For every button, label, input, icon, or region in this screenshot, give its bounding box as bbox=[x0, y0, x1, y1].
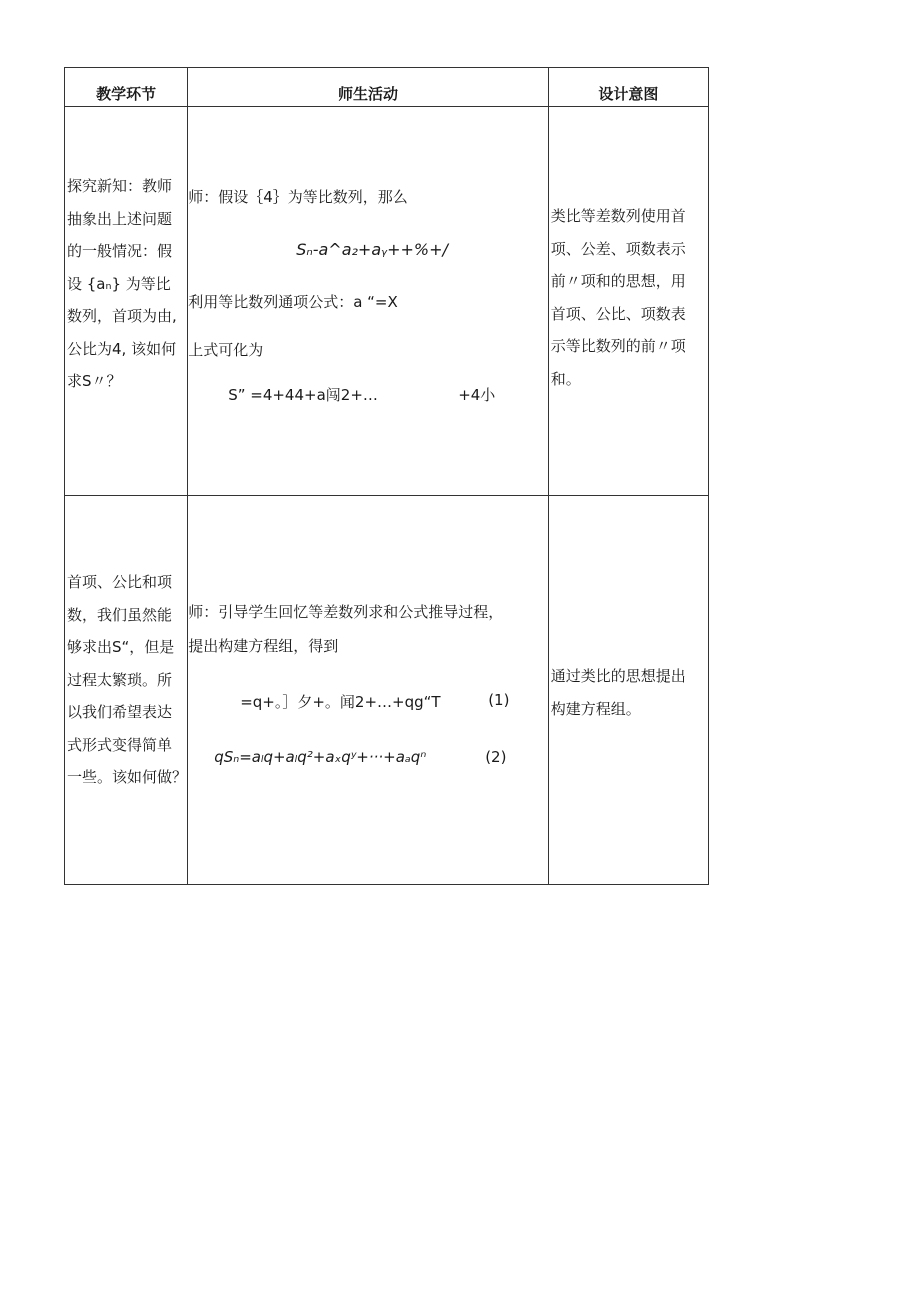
text-line: 数，我们虽然能 bbox=[67, 605, 173, 624]
header-row bbox=[65, 68, 709, 107]
table-row bbox=[65, 496, 709, 885]
text-line: 够求出S“，但是 bbox=[67, 638, 175, 656]
equation-1-number: (1) bbox=[488, 691, 510, 709]
lesson-plan-table bbox=[64, 67, 709, 885]
header-stage: 教学环节 bbox=[65, 68, 188, 107]
formula-sum: Sₙ-a^a₂+aᵧ++%+/ bbox=[296, 240, 448, 259]
text-line: 求S〃？ bbox=[67, 372, 122, 390]
equation-2-number: (2) bbox=[485, 748, 507, 766]
text-line: 通过类比的思想提出 bbox=[550, 667, 686, 685]
activity-line: 提出构建方程组，得到 bbox=[188, 637, 339, 655]
text-line: 以我们希望表达 bbox=[67, 703, 173, 721]
equation-1: =q+。］夕+。闻2+…+qg“T bbox=[240, 693, 441, 711]
intent-text bbox=[551, 200, 686, 395]
text-line: 前〃项和的思想，用 bbox=[550, 272, 686, 290]
activity-cell bbox=[188, 107, 549, 496]
stage-cell bbox=[65, 496, 188, 885]
table-row bbox=[65, 107, 709, 496]
activity-line: 上式可化为 bbox=[188, 341, 264, 359]
activity-line: 师：引导学生回忆等差数列求和公式推导过程， bbox=[188, 603, 504, 621]
stage-text bbox=[67, 566, 187, 794]
text-line: 示等比数列的前〃项 bbox=[550, 337, 686, 355]
text-line: 首项、公比和项 bbox=[67, 573, 173, 591]
text-line: 项、公差、项数表示 bbox=[550, 239, 686, 258]
activity-line: 师：假设｛4｝为等比数列，那么 bbox=[188, 188, 408, 206]
header-activity: 师生活动 bbox=[188, 68, 549, 107]
text-line: 类比等差数列使用首 bbox=[550, 207, 686, 225]
text-line: 探究新知：教师 bbox=[67, 177, 173, 195]
text-line: 构建方程组。 bbox=[550, 699, 641, 718]
intent-text bbox=[551, 660, 686, 725]
activity-cell bbox=[188, 496, 549, 885]
text-line: 和。 bbox=[550, 369, 581, 388]
stage-text bbox=[67, 170, 177, 398]
stage-cell bbox=[65, 107, 188, 496]
text-line: 设 {aₙ} 为等比 bbox=[67, 274, 171, 293]
intent-cell bbox=[548, 496, 708, 885]
formula-expanded: S” =4+44+a闯2+… bbox=[228, 386, 378, 404]
formula-tail: +4小 bbox=[458, 386, 496, 404]
text-line: 的一般情况：假 bbox=[67, 242, 173, 260]
text-line: 数列，首项为由, bbox=[67, 307, 177, 325]
equation-2: qSₙ=aₗq+aₗq²+aₓqʸ+···+aₐqⁿ bbox=[214, 748, 427, 766]
text-line: 抽象出上述问题 bbox=[67, 209, 173, 228]
activity-line: 利用等比数列通项公式：a “=X bbox=[188, 293, 398, 311]
intent-cell bbox=[548, 107, 708, 496]
header-intent: 设计意图 bbox=[548, 68, 708, 107]
text-line: 首项、公比、项数表 bbox=[550, 304, 686, 323]
text-line: 公比为4, 该如何 bbox=[67, 339, 177, 358]
text-line: 式形式变得简单 bbox=[67, 735, 173, 754]
text-line: 过程太繁琐。所 bbox=[67, 670, 173, 689]
text-line: 一些。该如何做？ bbox=[67, 768, 188, 786]
